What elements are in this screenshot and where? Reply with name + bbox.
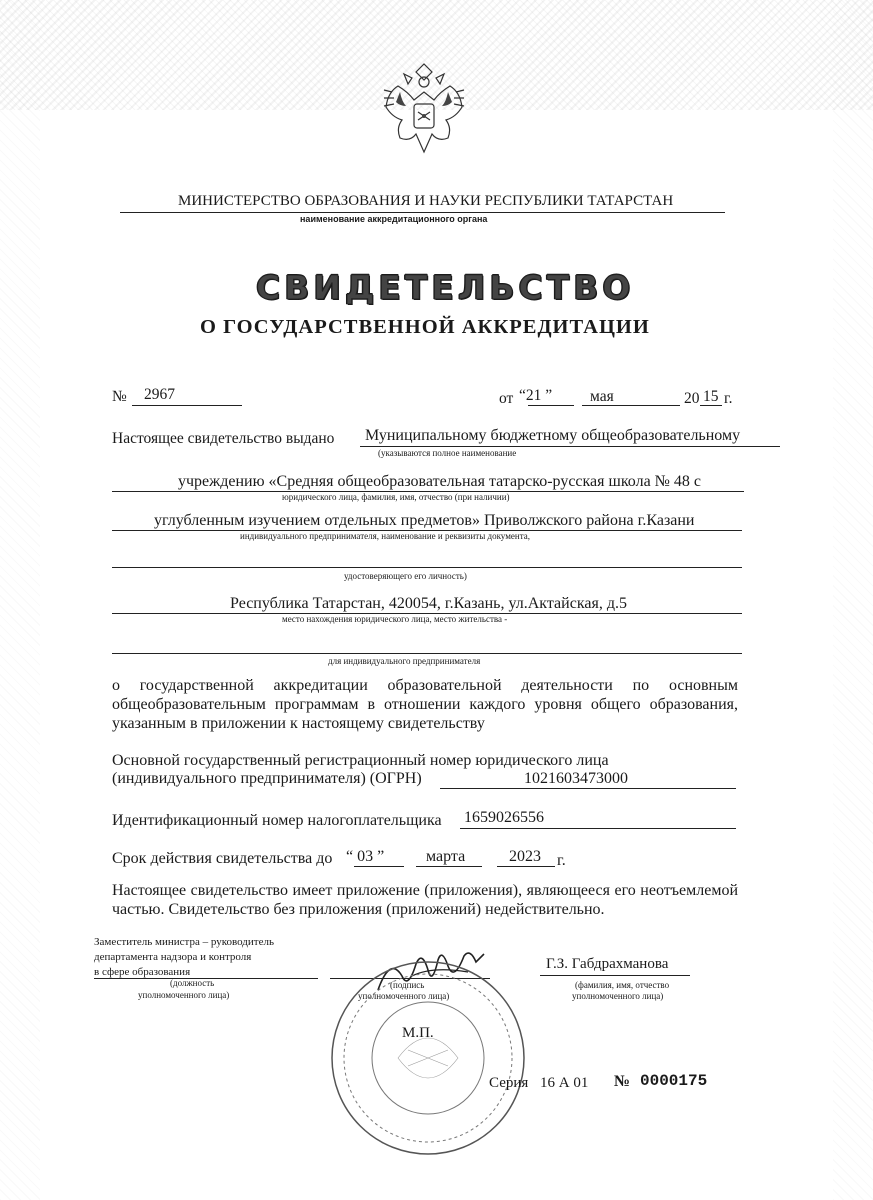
name-underline: [540, 975, 690, 976]
accreditation-organ-name: МИНИСТЕРСТВО ОБРАЗОВАНИЯ И НАУКИ РЕСПУБЛИКИ ТАТАРСТАН: [178, 193, 674, 209]
blank-line2-underline: [112, 653, 742, 654]
validity-month-underline: [416, 866, 482, 867]
validity-unit: г.: [557, 852, 566, 869]
series-number-label: №: [614, 1073, 631, 1090]
guilloche-left-border: [0, 0, 40, 1200]
signer-position-line3: в сфере образования: [94, 966, 191, 978]
caption-for-entrepreneur: для индивидуального предпринимателя: [328, 656, 481, 666]
series-number: 0000175: [640, 1072, 708, 1090]
recipient-address: Республика Татарстан, 420054, г.Казань, ул.Актайская, д.5: [230, 595, 627, 612]
date-day: “21 ”: [519, 387, 553, 404]
certificate-number: 2967: [144, 386, 175, 403]
date-month-underline: [582, 405, 680, 406]
name-caption2: уполномоченного лица): [572, 991, 664, 1001]
series-value: 16 А 01: [540, 1075, 589, 1091]
validity-year: 2023: [509, 848, 541, 865]
recipient-name-line3: углубленным изучением отдельных предметов» Приволжского района г.Казани: [154, 512, 695, 529]
validity-month: марта: [426, 848, 466, 865]
validity-day: “ 03 ”: [346, 848, 385, 865]
date-month: мая: [590, 388, 614, 405]
position-caption2: уполномоченного лица): [138, 990, 230, 1000]
blank-line-underline: [112, 567, 742, 568]
signer-name: Г.З. Габдрахманова: [546, 956, 669, 972]
date-from-label: от: [499, 390, 514, 407]
date-year-unit: г.: [724, 390, 733, 407]
caption-full-name: (указываются полное наименование: [378, 448, 517, 458]
caption-entrepreneur: индивидуального предпринимателя, наименование и реквизиты документа,: [240, 531, 530, 541]
certificate-subtitle: О ГОСУДАРСТВЕННОЙ АККРЕДИТАЦИИ: [200, 316, 650, 338]
validity-year-underline: [497, 866, 555, 867]
name-caption1: (фамилия, имя, отчество: [575, 980, 670, 990]
recipient-line1-underline: [360, 446, 780, 447]
stamp-label: М.П.: [402, 1025, 434, 1041]
inn-value: 1659026556: [464, 809, 544, 826]
official-seal: [328, 958, 528, 1158]
recipient-name-line2: учреждению «Средняя общеобразовательная татарско-русская школа № 48 с: [178, 473, 702, 490]
guilloche-right-border: [833, 0, 873, 1200]
signature-caption2: уполномоченного лица): [358, 991, 450, 1001]
series-label: Серия: [489, 1075, 529, 1091]
organ-underline: [120, 212, 725, 213]
date-year-underline: [700, 405, 722, 406]
organ-caption: наименование аккредитационного органа: [300, 214, 488, 224]
recipient-name-line1: Муниципальному бюджетному общеобразовательному: [365, 427, 741, 444]
date-day-underline: [528, 405, 574, 406]
date-year-prefix: 20: [684, 390, 700, 407]
appendix-text: Настоящее свидетельство имеет приложение (приложения), являющееся его неотъемлемой частью. Свидетельство без приложения (приложений) недействительно.: [112, 882, 738, 918]
caption-location: место нахождения юридического лица, место жительства -: [282, 614, 508, 624]
position-caption1: (должность: [170, 978, 215, 988]
issued-to-label: Настоящее свидетельство выдано: [112, 430, 335, 447]
inn-underline: [460, 828, 736, 829]
ogrn-label-line1: Основной государственный регистрационный номер юридического лица: [112, 752, 609, 769]
validity-label: Срок действия свидетельства до: [112, 850, 333, 867]
signer-position-line2: департамента надзора и контроля: [94, 951, 252, 963]
number-underline: [132, 405, 242, 406]
ogrn-value: 1021603473000: [524, 770, 628, 787]
caption-legal-entity: юридического лица, фамилия, имя, отчество (при наличии): [282, 492, 510, 502]
inn-label: Идентификационный номер налогоплательщика: [112, 812, 442, 829]
ogrn-underline: [440, 788, 736, 789]
date-year-suffix: 15: [703, 388, 719, 405]
validity-day-underline: [354, 866, 404, 867]
coat-of-arms-emblem: [378, 62, 470, 162]
signer-position-line1: Заместитель министра – руководитель: [94, 936, 274, 948]
signature-caption1: (подпись: [390, 980, 425, 990]
accreditation-text: о государственной аккредитации образовательной деятельности по основным общеобразовательным программам в отношении каждого уровня общего образования, указанным в приложении к настоящему свидетельству: [112, 677, 738, 732]
caption-identity: удостоверяющего его личность): [344, 571, 467, 581]
certificate-title: СВИДЕТЕЛЬСТВО: [256, 268, 635, 307]
number-label: №: [112, 388, 127, 405]
ogrn-label-line2: (индивидуального предпринимателя) (ОГРН): [112, 770, 422, 787]
